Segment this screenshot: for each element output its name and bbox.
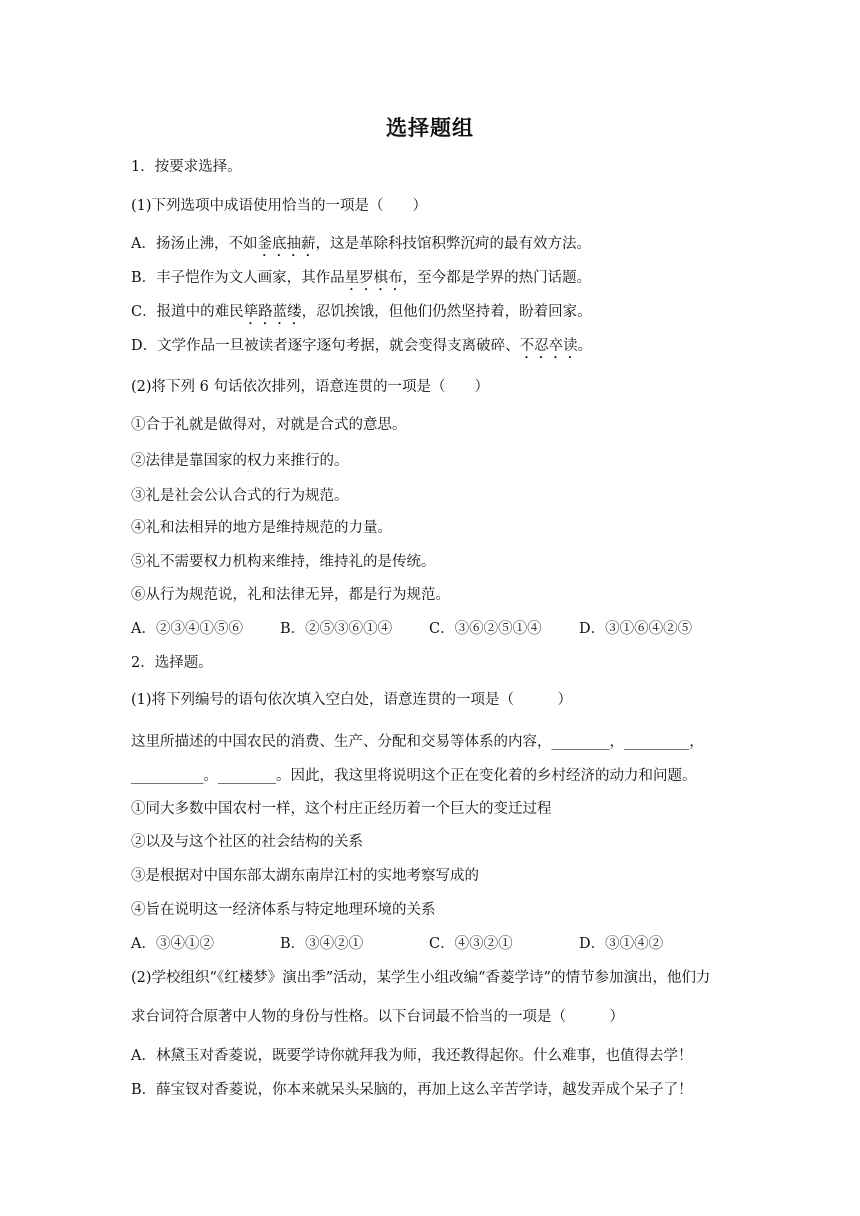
option-text: ，至今都是学界的热门话题。 [402,270,592,286]
q2-p2-stem-line-2: 求台词符合原著中人物的身份与性格。以下台词最不恰当的一项是（ ） [131,1009,624,1025]
idiom-emphasis: 筚路蓝缕 [243,304,302,320]
option-text: 。 [577,338,593,354]
q1-p2-sentence-6: ⑥从行为规范说，礼和法律无异，都是行为规范。 [131,587,450,603]
q1-p2-sentence-3: ③礼是社会公认合式的行为规范。 [131,488,349,504]
q1-p1-stem: (1)下列选项中成语使用恰当的一项是（ ） [131,198,428,214]
option-text: D．文学作品一旦被读者逐字逐句考据，就会变得支离破碎、 [131,338,520,354]
option-text: C．报道中的难民 [131,304,244,320]
q2-p2-stem-line-1: (2)学校组织“《红楼梦》演出季”活动，某学生小组改编“香菱学诗”的情节参加演出，他们力 [131,970,711,986]
q2-header: 2．选择题。 [131,655,213,671]
q2-p1-choice-d: D．③①④② [579,936,664,952]
q1-p2-choice-a: A．②③④①⑤⑥ [131,621,243,637]
q2-p1-choice-b: B．③④②① [280,936,364,952]
q2-p1-choice-a: A．③④①② [131,936,214,952]
q2-p1-sentence-4: ④旨在说明这一经济体系与特定地理环境的关系 [131,902,436,918]
q1-p2-choice-b: B．②⑤③⑥①④ [280,621,393,637]
idiom-emphasis: 釜底抽薪 [257,236,316,252]
option-text: ，忍饥挨饿，但他们仍然坚持着，盼着回家。 [301,304,592,320]
q1-p1-option-a [131,234,591,260]
q1-p2-sentence-1: ①合于礼就是做得对，对就是合式的意思。 [131,417,407,433]
q1-p2-sentence-4: ④礼和法相异的地方是维持规范的力量。 [131,520,392,536]
q2-p2-option-a: A．林黛玉对香菱说，既要学诗你就拜我为师，我还教得起你。什么难事，也值得去学！ [131,1048,693,1064]
q2-p1-choice-c: C．④③②① [429,936,513,952]
option-text: A．扬汤止沸，不如 [131,236,258,252]
idiom-emphasis: 星罗棋布 [344,270,403,286]
q1-header: 1．按要求选择。 [131,159,242,175]
idiom-emphasis: 不忍卒读 [519,338,578,354]
page-title: 选择题组 [386,116,474,140]
q2-p1-sentence-2: ②以及与这个社区的社会结构的关系 [131,834,363,850]
q2-p1-passage-line-1: 这里所描述的中国农民的消费、生产、分配和交易等体系的内容，________，_________， [131,734,704,750]
q2-p1-stem: (1)将下列编号的语句依次填入空白处，语意连贯的一项是（ ） [131,692,573,708]
q1-p2-choice-c: C．③⑥②⑤①④ [429,621,542,637]
option-text: ，这是革除科技馆积弊沉疴的最有效方法。 [315,236,591,252]
q1-p2-sentence-5: ⑤礼不需要权力机构来维持，维持礼的是传统。 [131,554,436,570]
q1-p1-option-b [131,268,591,294]
q2-p1-passage-line-2: __________。________。因此，我这里将说明这个正在变化着的乡村经济的动力和问题。 [131,768,697,784]
q1-p2-stem: (2)将下列 6 句话依次排列，语意连贯的一项是（ ） [131,379,489,395]
q2-p1-sentence-3: ③是根据对中国东部太湖东南岸江村的实地考察写成的 [131,868,479,884]
q1-p2-choice-d: D．③①⑥④②⑤ [579,621,693,637]
q1-p2-sentence-2: ②法律是靠国家的权力来推行的。 [131,453,349,469]
q2-p2-option-b: B．薛宝钗对香菱说，你本来就呆头呆脑的，再加上这么辛苦学诗，越发弄成个呆子了！ [131,1082,693,1098]
q1-p1-option-c [131,302,592,328]
option-text: B．丰子恺作为文人画家，其作品 [131,270,345,286]
q2-p1-sentence-1: ①同大多数中国农村一样，这个村庄正经历着一个巨大的变迁过程 [131,801,552,817]
q1-p1-option-d [131,336,592,362]
